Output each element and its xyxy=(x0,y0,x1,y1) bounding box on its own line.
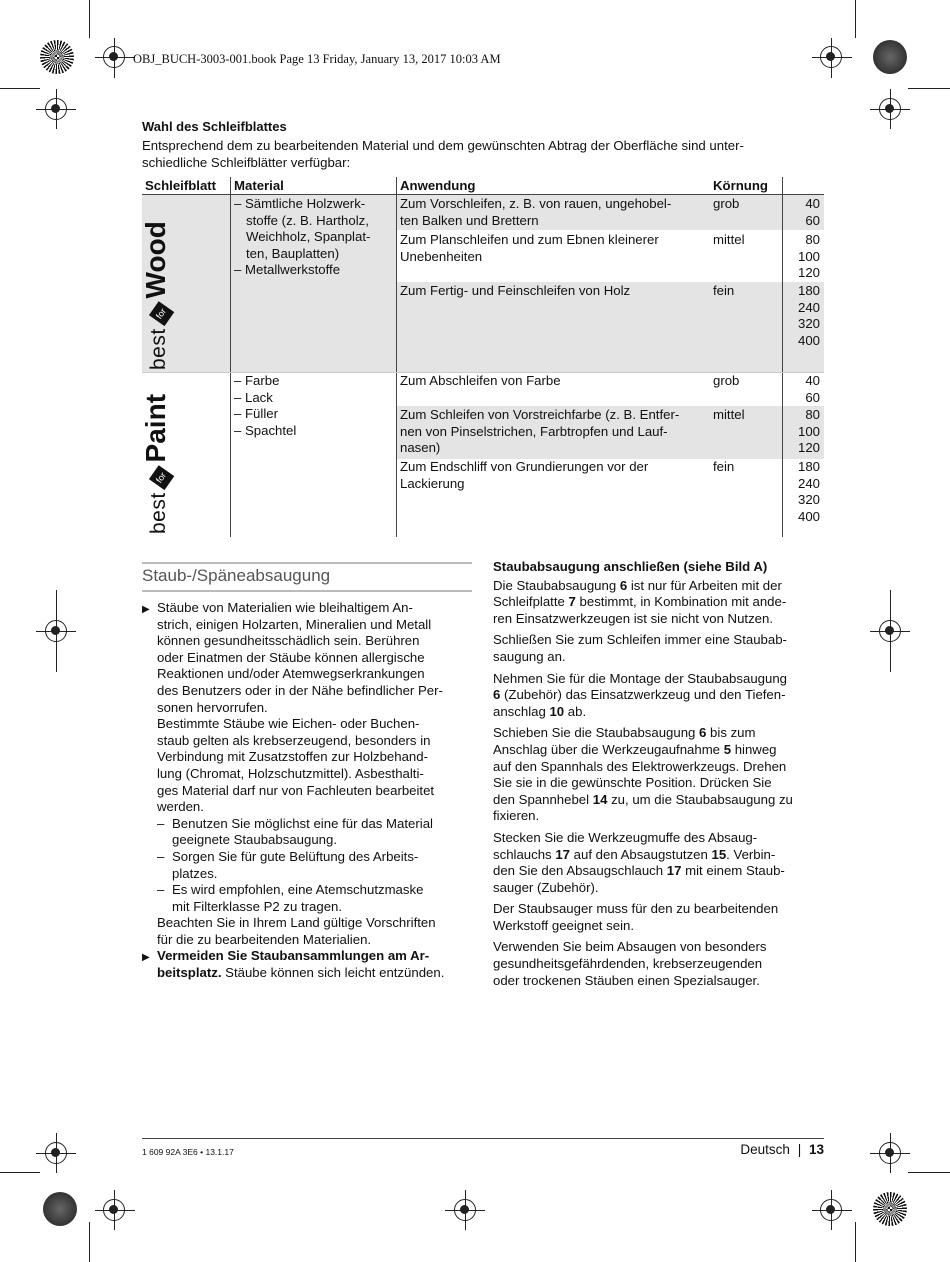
print-header: OBJ_BUCH-3003-001.book Page 13 Friday, January 13, 2017 10:03 AM xyxy=(133,52,501,66)
table-row-anwendung: Zum Abschleifen von Farbe xyxy=(400,373,561,388)
crosshair-icon xyxy=(103,46,125,68)
section-rule xyxy=(142,590,472,592)
table-row-grit: 180 240 320 400 xyxy=(797,283,820,348)
table-row-grit: 40 60 xyxy=(805,373,820,405)
footer-page-label: Deutsch | 13 xyxy=(740,1142,824,1157)
triangle-bullet-icon: ▶ xyxy=(142,604,150,615)
registration-disc-icon xyxy=(43,1192,77,1226)
crosshair-icon xyxy=(820,1199,842,1221)
crosshair-icon xyxy=(103,1199,125,1221)
right-column xyxy=(493,559,828,989)
page-number: 13 xyxy=(808,1142,824,1157)
crosshair-icon xyxy=(45,98,67,120)
registration-disc-icon xyxy=(873,40,907,74)
warning-bullet: ▶ Vermeiden Sie Staubansammlungen am Ar- beitsplatz. Stäube können sich leicht entzünden. xyxy=(142,948,445,981)
material-cell-paint: – Farbe – Lack – Füller – Spachtel xyxy=(234,373,297,438)
table-row-anwendung: Zum Vorschleifen, z. B. von rauen, ungehobel- ten Balken und Brettern xyxy=(400,196,672,228)
paragraph: Schließen Sie zum Schleifen immer eine Staubab- saugung an. xyxy=(493,632,787,664)
crop-mark xyxy=(855,1222,856,1262)
table-row-grade: grob xyxy=(713,196,740,211)
table-row-anwendung: Zum Planschleifen und zum Ebnen kleinerer Unebenheiten xyxy=(400,232,659,264)
paragraph: Stecken Sie die Werkzeugmuffe des Absaug- schlauchs 17 auf den Absaugstutzen 15. Verbin- den Sie den Absaugschlauch 17 mit einem Staub- sauger (Zubehör). xyxy=(493,829,785,895)
table-row-grade: fein xyxy=(713,459,735,474)
table-row-grit: 180 240 320 400 xyxy=(797,459,820,524)
left-column xyxy=(142,600,477,982)
dash-item: – Sorgen Sie für gute Belüftung des Arbeits- platzes. xyxy=(157,848,419,881)
crosshair-icon xyxy=(879,98,901,120)
warning-bullet: ▶ Stäube von Materialien wie bleihaltigem An- strich, einigen Holzarten, Mineralien und Metall können gesundheitsschädlich sein. Berühren oder Einatmen der Stäube können allergische Reaktionen und/oder Atemwegserkrankungen des Benutzers oder in der Nähe befindlicher Per- sonen hervorrufen. Bestimmte Stäube wie Eichen- oder Buchen- staub gelten als krebserzeugend, besonders in Verbindung mit Zusatzstoffen zur Holzbehand- lung (Chromat, Holzschutzmittel). Asbesthalti- ges Material darf nur von Fachleuten bearbeitet werden. – Benutzen Sie möglichst eine für das Material geeignete Staubabsaugung. – Sorgen Sie für gute Belüftung des Arbeits- platzes. – Es wird empfohlen, eine Atemschutzmaske mit Filterklasse P2 zu tragen. Beachten Sie in Ihrem Land gültige Vorschriften für die zu bearbeitenden Materialien. xyxy=(142,600,477,948)
crop-mark xyxy=(908,88,950,89)
table-row-grade: mittel xyxy=(713,407,745,422)
footer-code: 1 609 92A 3E6 • 13.1.17 xyxy=(142,1147,234,1157)
col-header: Anwendung xyxy=(400,178,476,193)
footer-rule xyxy=(142,1138,824,1139)
col-header: Körnung xyxy=(713,178,768,193)
paragraph: Nehmen Sie für die Montage der Staubabsaugung 6 (Zubehör) das Einsatzwerkzeug und den Tiefen- anschlag 10 ab. xyxy=(493,670,787,719)
section-heading: Wahl des Schleifblattes xyxy=(142,119,287,134)
table-row-grit: 40 60 xyxy=(805,196,820,228)
paragraph: Der Staubsauger muss für den zu bearbeitenden Werkstoff geeignet sein. xyxy=(493,901,779,933)
crop-mark xyxy=(908,1172,950,1173)
paragraph: Verwenden Sie beim Absaugen von besonders gesundheitsgefährdenden, krebserzeugenden oder trockenen Stäuben einen Spezialsauger. xyxy=(493,939,767,988)
crop-mark xyxy=(855,0,856,38)
col-header: Schleifblatt xyxy=(145,178,217,193)
table-row-anwendung: Zum Endschliff von Grundierungen vor der Lackierung xyxy=(400,459,649,491)
crosshair-icon xyxy=(45,1142,67,1164)
dash-item: – Benutzen Sie möglichst eine für das Material geeignete Staubabsaugung. xyxy=(157,815,433,848)
table-row-grade: grob xyxy=(713,373,740,388)
section-rule xyxy=(142,562,472,564)
table-row-grit: 80 100 120 xyxy=(797,232,820,281)
triangle-bullet-icon: ▶ xyxy=(142,952,150,964)
col-header: Material xyxy=(234,178,284,193)
dash-item: – Es wird empfohlen, eine Atemschutzmaske mit Filterklasse P2 zu tragen. xyxy=(157,882,424,914)
crosshair-icon xyxy=(454,1199,476,1221)
intro-text: Entsprechend dem zu bearbeitenden Material und dem gewünschten Abtrag der Oberfläche sind unter- schiedliche Schleifblätter verfügbar: xyxy=(142,138,744,170)
registration-sunburst-icon xyxy=(873,1192,907,1226)
table-row-anwendung: Zum Fertig- und Feinschleifen von Holz xyxy=(400,283,631,298)
section-title: Staub-/Späneabsaugung xyxy=(142,566,331,585)
footer-language: Deutsch xyxy=(740,1142,790,1157)
paragraph: Schieben Sie die Staubabsaugung 6 bis zum Anschlag über die Werkzeugaufnahme 5 hinweg auf den Spannhals des Elektrowerkzeugs. Drehen Sie sie in die gewünschte Position. Drücken Sie den Spannhebel 14 zu, um die Staubabsaugung zu fixieren. xyxy=(493,725,793,824)
best-for-paint-logo: best for Paint xyxy=(148,394,171,534)
crop-mark xyxy=(89,0,90,38)
crosshair-icon xyxy=(879,1142,901,1164)
crop-mark xyxy=(0,1172,40,1173)
table-row-anwendung: Zum Schleifen von Vorstreichfarbe (z. B. Entfer- nen von Pinselstrichen, Farbtropfen und Lauf- nasen) xyxy=(400,407,680,456)
crosshair-icon xyxy=(820,46,842,68)
crop-mark xyxy=(0,88,40,89)
crosshair-icon xyxy=(45,620,67,642)
sanding-sheet-table xyxy=(142,177,824,537)
crosshair-icon xyxy=(879,620,901,642)
registration-sunburst-icon xyxy=(40,40,74,74)
material-cell-wood: – Sämtliche Holzwerk- stoffe (z. B. Hartholz, Weichholz, Spanplat- ten, Bauplatten) – Metallwerkstoffe xyxy=(234,196,371,278)
best-for-wood-logo: best for Wood xyxy=(148,221,171,370)
subsection-heading: Staubabsaugung anschließen (siehe Bild A) xyxy=(493,559,768,574)
crop-mark xyxy=(89,1222,90,1262)
paragraph: Die Staubabsaugung 6 ist nur für Arbeiten mit der Schleifplatte 7 bestimmt, in Kombination mit ande- ren Einsatzwerkzeugen ist sie nicht von Nutzen. xyxy=(493,577,787,626)
table-row-grit: 80 100 120 xyxy=(797,407,820,456)
table-row-grade: fein xyxy=(713,283,735,298)
table-row-grade: mittel xyxy=(713,232,745,247)
